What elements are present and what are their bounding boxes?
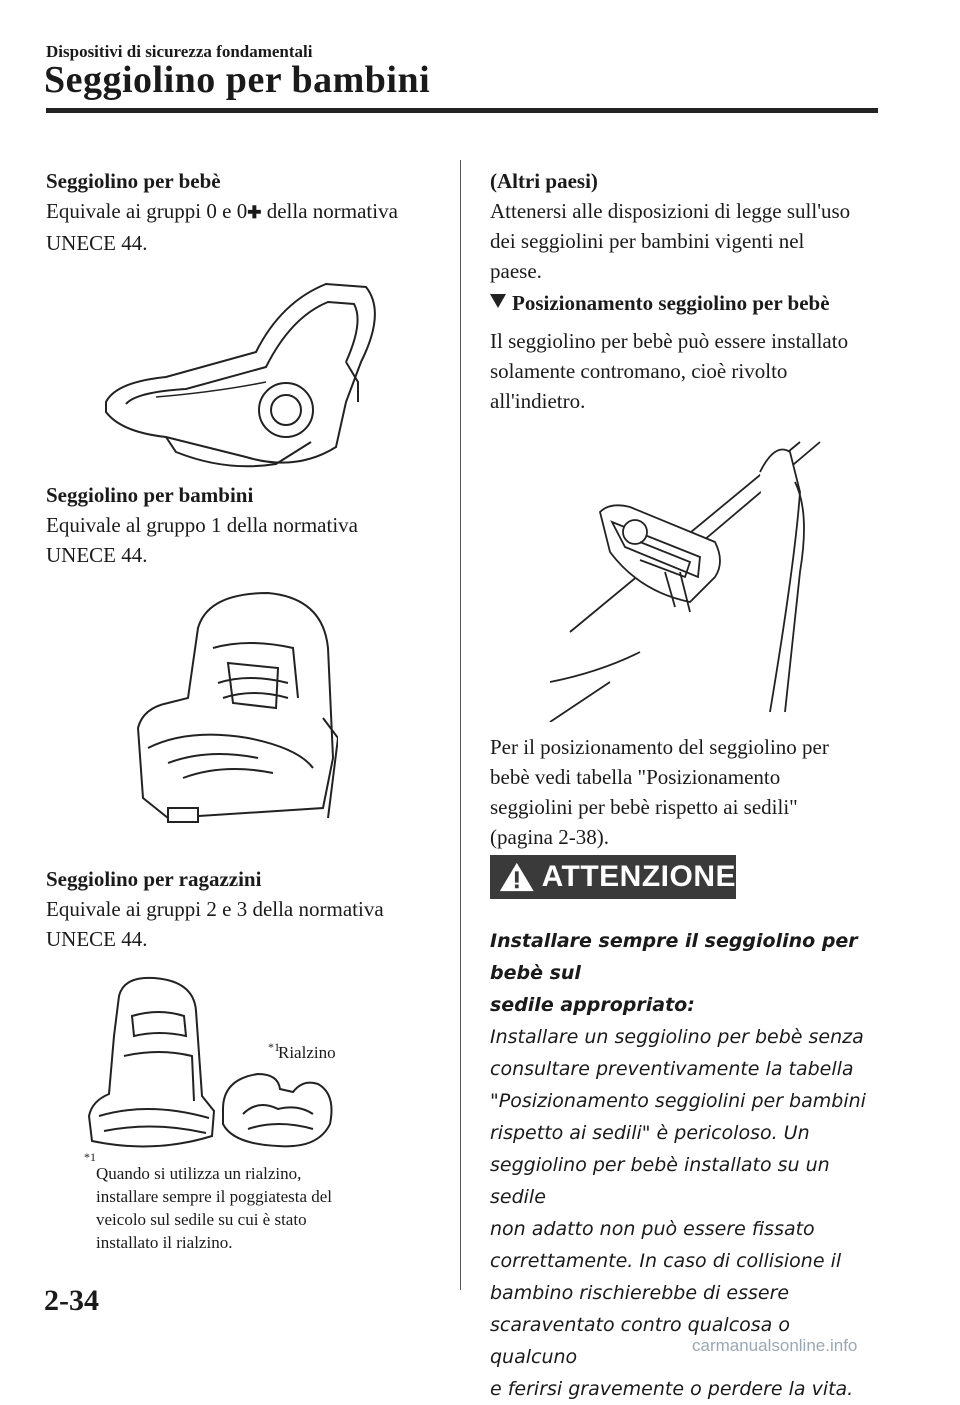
junior-seat-block <box>46 864 446 954</box>
junior-seat-title: Seggiolino per ragazzini <box>46 867 262 891</box>
child-seat-title: Seggiolino per bambini <box>46 483 254 507</box>
child-seat-line1: Equivale al gruppo 1 della normativa <box>46 513 358 537</box>
child-seat-illustration <box>128 588 338 838</box>
section-label: Dispositivi di sicurezza fondamentali <box>46 42 313 61</box>
footnote: Quando si utilizza un rialzino, installare sempre il poggiatesta del veicolo sul sedile su cui è stato installato il rialzino. <box>96 1164 333 1252</box>
header-rule <box>46 108 878 113</box>
warning-label: ATTENZIONE <box>541 860 736 893</box>
watermark: carmanualsonline.info <box>692 1336 858 1355</box>
positioning-heading: Posizionamento seggiolino per bebè <box>490 288 890 318</box>
baby-seat-title: Seggiolino per bebè <box>46 169 221 193</box>
junior-seat-line1: Equivale ai gruppi 2 e 3 della normativa <box>46 897 384 921</box>
warning-banner <box>490 855 736 899</box>
booster-marker: *1 <box>268 1040 280 1054</box>
baby-seat-block <box>46 166 446 258</box>
junior-seat-line2: UNECE 44. <box>46 927 148 951</box>
warning-icon <box>498 860 536 894</box>
other-countries-title: (Altri paesi) <box>490 169 598 193</box>
baby-seat-illustration <box>96 272 386 472</box>
footnote-marker: *1 <box>84 1150 96 1164</box>
rear-facing-installation-illustration <box>540 432 830 722</box>
page-number: 2-34 <box>44 1284 99 1317</box>
other-countries-block: (Altri paesi) Attenersi alle disposizioni di legge sull'uso dei seggiolini per bambini vigenti nel paese. <box>490 166 890 286</box>
booster-illustration <box>218 1064 338 1149</box>
warning-text: Installare sempre il seggiolino per bebè sul sedile appropriato: Installare un seggiolino per bebè senza consultare preventivamente la tabella "Posizionamento seggiolini per bambini rispetto ai sedili" è pericoloso. Un seggiolino per bebè installato su un sedile non adatto non può essere fissato correttamente. In caso di collisione il bambino rischierebbe di essere scaraventato contro qualcosa o qualcuno e ferirsi gravemente o perdere la vita. <box>490 930 866 1400</box>
booster-label: Rialzino <box>278 1043 336 1062</box>
reference-block: Per il posizionamento del seggiolino per bebè vedi tabella "Posizionamento seggiolini per bebè rispetto ai sedili" (pagina 2-38). <box>490 735 829 849</box>
baby-seat-line1: Equivale ai gruppi 0 e 0✚ della normativa <box>46 199 398 223</box>
child-seat-line2: UNECE 44. <box>46 543 148 567</box>
triangle-down-icon <box>490 294 506 308</box>
column-divider <box>460 160 461 1290</box>
plus-icon: ✚ <box>247 203 262 222</box>
positioning-block: Il seggiolino per bebè può essere installato solamente contromano, cioè rivolto all'indietro. <box>490 329 849 413</box>
page-title: Seggiolino per bambini <box>44 59 431 101</box>
junior-seat-illustration <box>84 976 219 1156</box>
baby-seat-line2: UNECE 44. <box>46 231 148 255</box>
child-seat-block <box>46 480 446 570</box>
